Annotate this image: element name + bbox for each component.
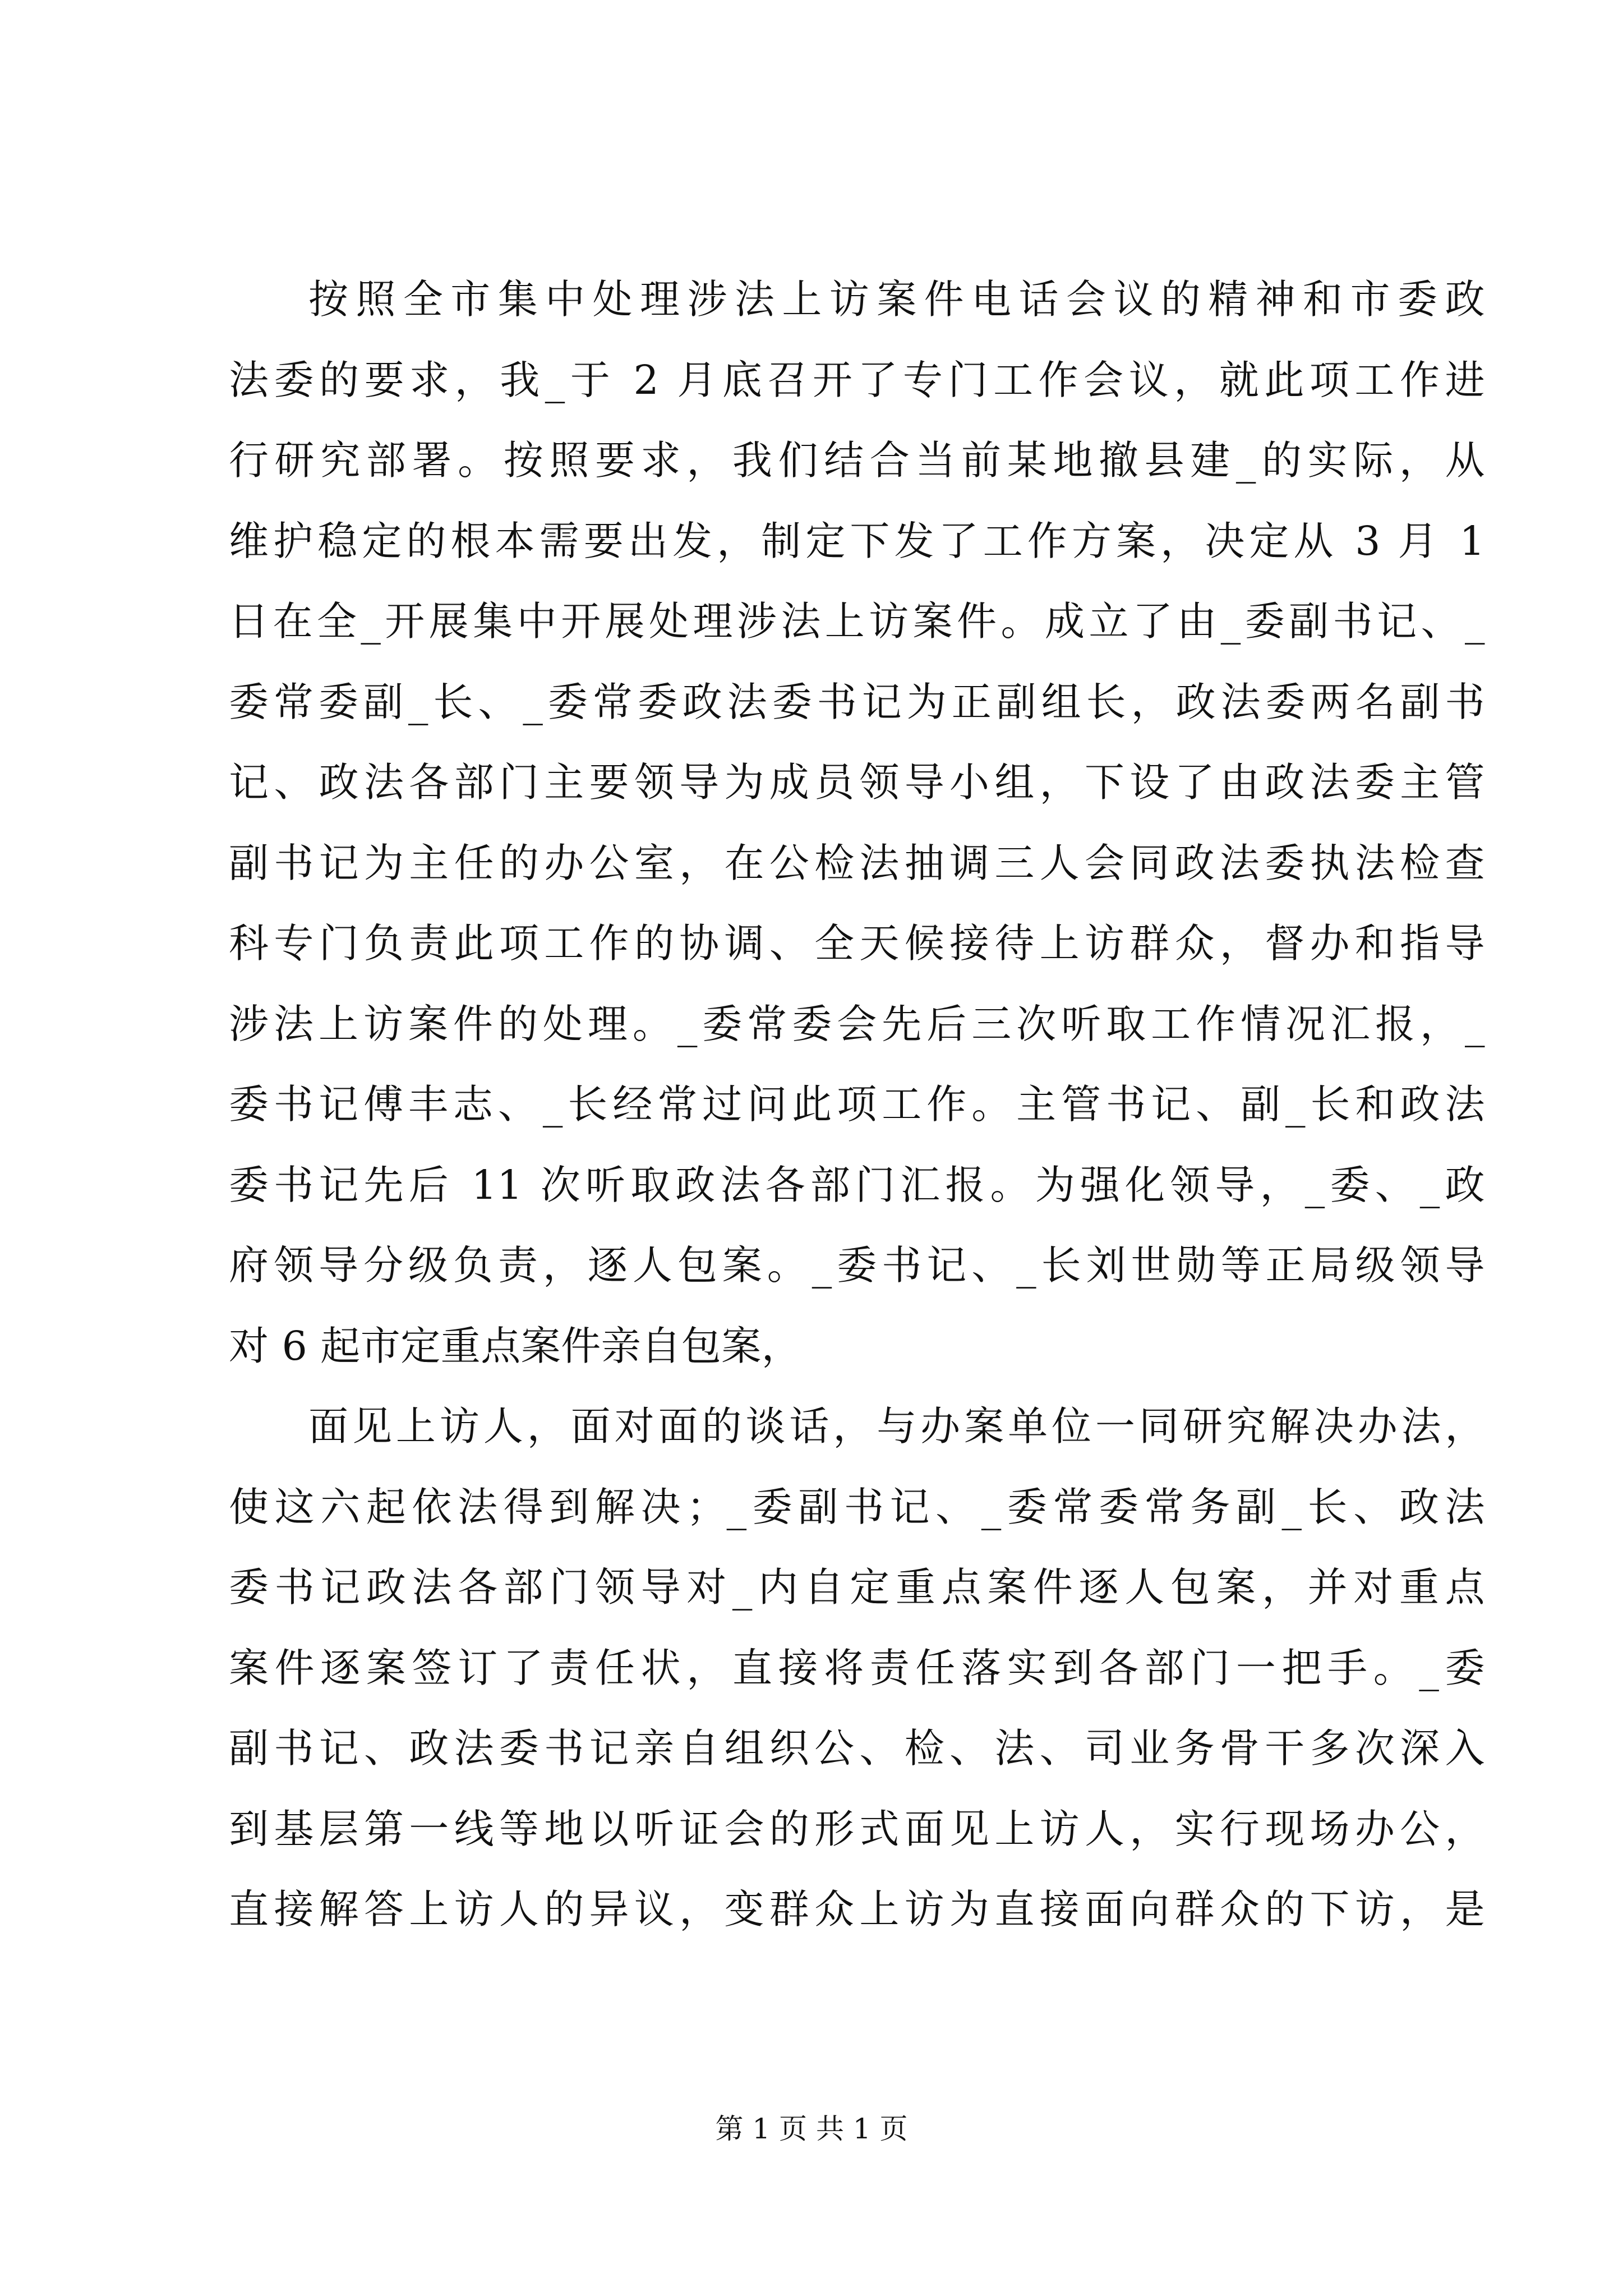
paragraph-1 bbox=[229, 259, 1485, 1386]
document-body bbox=[229, 259, 1485, 1950]
paragraph-line: 副书记、政法委书记亲自组织公、检、法、司业务骨干多次深入 bbox=[229, 1725, 1485, 1772]
paragraph-line: 按照全市集中处理涉法上访案件电话会议的精神和市委政 bbox=[308, 276, 1485, 323]
paragraph-2 bbox=[229, 1386, 1485, 1950]
paragraph-line: 委书记政法各部门领导对_内自定重点案件逐人包案，并对重点 bbox=[229, 1564, 1485, 1611]
paragraph-line: 记、政法各部门主要领导为成员领导小组，下设了由政法委主管 bbox=[229, 759, 1485, 806]
paragraph-line: 维护稳定的根本需要出发，制定下发了工作方案，决定从 3 月 1 bbox=[229, 517, 1485, 564]
paragraph-line: 面见上访人，面对面的谈话，与办案单位一同研究解决办法， bbox=[308, 1403, 1485, 1450]
paragraph-line: 委书记傅丰志、_长经常过问此项工作。主管书记、副_长和政法 bbox=[229, 1081, 1485, 1128]
paragraph-line: 科专门负责此项工作的协调、全天候接待上访群众，督办和指导 bbox=[229, 920, 1485, 967]
paragraph-line: 府领导分级负责，逐人包案。_委书记、_长刘世勋等正局级领导 bbox=[229, 1242, 1485, 1289]
paragraph-line: 使这六起依法得到解决；_委副书记、_委常委常务副_长、政法 bbox=[229, 1483, 1485, 1530]
paragraph-line: 涉法上访案件的处理。_委常委会先后三次听取工作情况汇报，_ bbox=[229, 1000, 1485, 1047]
paragraph-line: 到基层第一线等地以听证会的形式面见上访人，实行现场办公， bbox=[229, 1805, 1485, 1852]
paragraph-line: 委常委副_长、_委常委政法委书记为正副组长，政法委两名副书 bbox=[229, 678, 1485, 725]
paragraph-line: 日在全_开展集中开展处理涉法上访案件。成立了由_委副书记、_ bbox=[229, 598, 1485, 645]
paragraph-line: 对 6 起市定重点案件亲自包案， bbox=[229, 1322, 802, 1369]
paragraph-line: 行研究部署。按照要求，我们结合当前某地撤县建_的实际，从 bbox=[229, 437, 1485, 484]
paragraph-line: 案件逐案签订了责任状，直接将责任落实到各部门一把手。_委 bbox=[229, 1644, 1485, 1691]
paragraph-line: 委书记先后 11 次听取政法各部门汇报。为强化领导，_委、_政 bbox=[229, 1161, 1485, 1208]
paragraph-line: 法委的要求，我_于 2 月底召开了专门工作会议，就此项工作进 bbox=[229, 356, 1485, 403]
paragraph-line: 直接解答上访人的异议，变群众上访为直接面向群众的下访，是 bbox=[229, 1886, 1485, 1932]
page-number-footer: 第 1 页 共 1 页 bbox=[715, 2113, 908, 2145]
paragraph-line: 副书记为主任的办公室，在公检法抽调三人会同政法委执法检查 bbox=[229, 839, 1485, 886]
